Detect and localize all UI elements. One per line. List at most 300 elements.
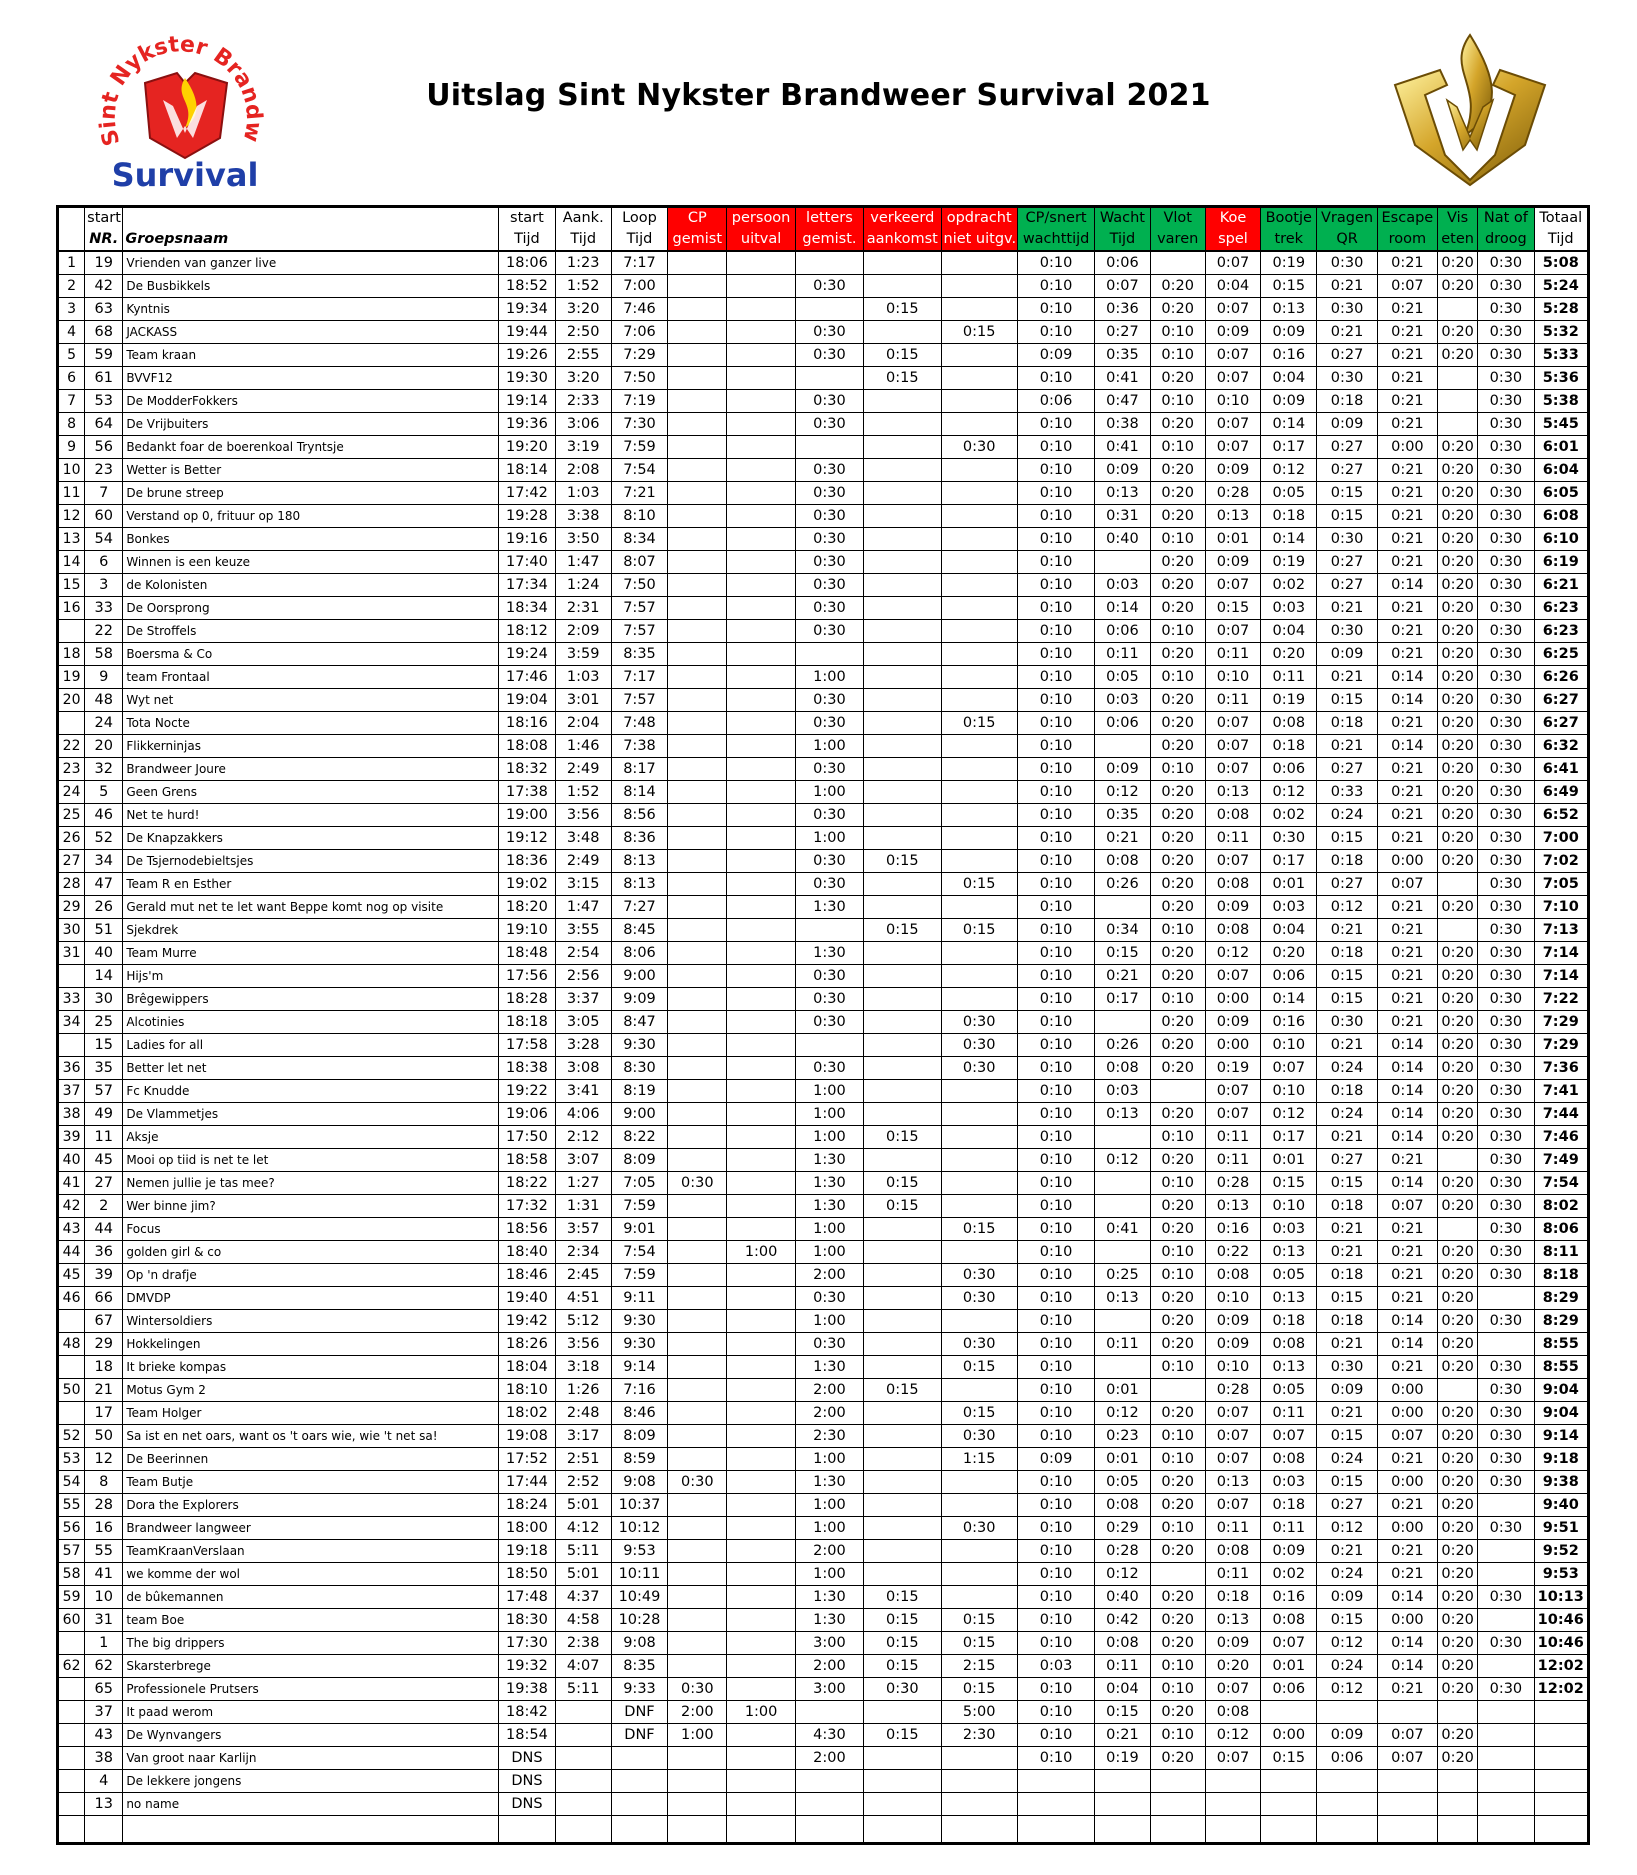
- cp-snert-cell: 0:10: [1017, 1678, 1094, 1701]
- person-out-cell: 1:00: [727, 1241, 795, 1264]
- boat-pull-cell: 0:08: [1261, 1609, 1317, 1632]
- person-out-cell: [727, 1402, 795, 1425]
- table-row: [58, 528, 1589, 551]
- wait-time-cell: 0:13: [1095, 482, 1150, 505]
- wrong-arrival-cell: [864, 1701, 941, 1724]
- start-nr-cell: 22: [85, 620, 123, 643]
- start-time-cell: 18:30: [499, 1609, 555, 1632]
- boat-pull-cell: 0:03: [1261, 1218, 1317, 1241]
- fish-eating-header-bottom: eten: [1438, 229, 1478, 251]
- start-nr-cell: 36: [85, 1241, 123, 1264]
- wait-time-cell: 0:15: [1095, 942, 1150, 965]
- start-nr-cell: 66: [85, 1287, 123, 1310]
- total-time-cell: 7:29: [1534, 1034, 1588, 1057]
- escape-room-cell: [1377, 1701, 1437, 1724]
- wet-or-dry-cell: 0:30: [1478, 850, 1534, 873]
- total-time-cell: 5:45: [1534, 413, 1588, 436]
- group-name-cell: Bedankt foar de boerenkoal Tryntsje: [123, 436, 499, 459]
- table-row: [58, 942, 1589, 965]
- wrong-arrival-cell: [864, 689, 941, 712]
- letters-missed-cell: 1:30: [795, 1586, 863, 1609]
- fish-eating-cell: 0:20: [1438, 735, 1478, 758]
- total-time-cell: 8:06: [1534, 1218, 1588, 1241]
- rank-cell: [58, 1678, 85, 1701]
- raft-cell: 0:10: [1150, 1126, 1205, 1149]
- group-name-cell: Team Holger: [123, 1402, 499, 1425]
- rank-cell: [58, 620, 85, 643]
- group-name-cell: Tota Nocte: [123, 712, 499, 735]
- start-nr-cell: [85, 1816, 123, 1844]
- letters-missed-cell: 0:30: [795, 528, 863, 551]
- person-out-cell: [727, 1655, 795, 1678]
- wrong-arrival-cell: [864, 1816, 941, 1844]
- escape-room-cell: 0:21: [1377, 298, 1437, 321]
- wet-or-dry-cell: [1478, 1724, 1534, 1747]
- cp-missed-cell: [668, 1011, 727, 1034]
- qr-questions-cell: 0:21: [1317, 666, 1377, 689]
- total-time-cell: 6:21: [1534, 574, 1588, 597]
- wrong-arrival-cell: [864, 1793, 941, 1816]
- group-name-cell: It brieke kompas: [123, 1356, 499, 1379]
- run-time-cell: 7:17: [611, 251, 667, 275]
- cow-game-cell: 0:11: [1205, 1563, 1260, 1586]
- cp-snert-cell: 0:10: [1017, 1724, 1094, 1747]
- boat-pull-cell: 0:18: [1261, 505, 1317, 528]
- fish-eating-cell: 0:20: [1438, 666, 1478, 689]
- arrival-time-cell: 3:07: [555, 1149, 611, 1172]
- cp-snert-cell: 0:06: [1017, 390, 1094, 413]
- qr-questions-cell: 0:30: [1317, 1011, 1377, 1034]
- raft-cell: [1150, 1770, 1205, 1793]
- task-not-done-cell: [941, 1770, 1017, 1793]
- escape-room-cell: 0:21: [1377, 321, 1437, 344]
- boat-pull-cell: 0:11: [1261, 1517, 1317, 1540]
- arrival-time-cell: 2:09: [555, 620, 611, 643]
- rank-cell: [58, 1356, 85, 1379]
- letters-missed-cell: 1:00: [795, 781, 863, 804]
- raft-cell: 0:10: [1150, 1448, 1205, 1471]
- wrong-arrival-cell: [864, 413, 941, 436]
- wait-time-cell: 0:05: [1095, 1471, 1150, 1494]
- fish-eating-cell: 0:20: [1438, 643, 1478, 666]
- total-time-cell: 5:33: [1534, 344, 1588, 367]
- qr-questions-cell: 0:21: [1317, 1126, 1377, 1149]
- wrong-arrival-cell: [864, 1471, 941, 1494]
- wet-or-dry-cell: [1478, 1609, 1534, 1632]
- qr-questions-cell: [1317, 1816, 1377, 1844]
- total-time-cell: 7:46: [1534, 1126, 1588, 1149]
- qr-questions-cell: 0:15: [1317, 827, 1377, 850]
- qr-questions-cell: 0:09: [1317, 1586, 1377, 1609]
- qr-questions-cell: 0:18: [1317, 1195, 1377, 1218]
- wet-or-dry-cell: 0:30: [1478, 689, 1534, 712]
- group-name-cell: Bonkes: [123, 528, 499, 551]
- person-out-cell: [727, 620, 795, 643]
- escape-room-cell: 0:07: [1377, 873, 1437, 896]
- cp-snert-cell: 0:10: [1017, 1287, 1094, 1310]
- qr-questions-cell: 0:24: [1317, 1448, 1377, 1471]
- wet-or-dry-cell: 0:30: [1478, 482, 1534, 505]
- wait-time-header-top: Wacht: [1095, 207, 1150, 230]
- cp-snert-cell: 0:10: [1017, 1379, 1094, 1402]
- wait-time-cell: 0:40: [1095, 1586, 1150, 1609]
- rank-cell: 2: [58, 275, 85, 298]
- table-row: [58, 666, 1589, 689]
- start-nr-cell: 18: [85, 1356, 123, 1379]
- start-time-cell: 18:32: [499, 758, 555, 781]
- cp-snert-cell: 0:10: [1017, 597, 1094, 620]
- group-name-cell: De Vlammetjes: [123, 1103, 499, 1126]
- run-time-cell: 7:54: [611, 1241, 667, 1264]
- run-time-cell: 7:21: [611, 482, 667, 505]
- letters-missed-cell: 1:00: [795, 1241, 863, 1264]
- cp-snert-cell: 0:10: [1017, 1586, 1094, 1609]
- task-not-done-cell: [941, 735, 1017, 758]
- boat-pull-cell: 0:03: [1261, 1471, 1317, 1494]
- cow-game-cell: 0:08: [1205, 919, 1260, 942]
- cp-missed-cell: [668, 551, 727, 574]
- total-time-cell: 6:32: [1534, 735, 1588, 758]
- rank-cell: 62: [58, 1655, 85, 1678]
- qr-questions-cell: 0:21: [1317, 1241, 1377, 1264]
- start-nr-cell: 52: [85, 827, 123, 850]
- start-time-cell: 18:58: [499, 1149, 555, 1172]
- table-row: [58, 1149, 1589, 1172]
- start-time-cell: [499, 1816, 555, 1844]
- wet-or-dry-cell: 0:30: [1478, 390, 1534, 413]
- arrival-time-cell: [555, 1816, 611, 1844]
- table-row: [58, 1080, 1589, 1103]
- table-row: [58, 597, 1589, 620]
- fish-eating-cell: 0:20: [1438, 321, 1478, 344]
- total-time-cell: 7:41: [1534, 1080, 1588, 1103]
- fish-eating-cell: 0:20: [1438, 528, 1478, 551]
- rank-cell: 33: [58, 988, 85, 1011]
- total-time-cell: 7:05: [1534, 873, 1588, 896]
- cp-snert-cell: 0:10: [1017, 1080, 1094, 1103]
- table-row: [58, 1632, 1589, 1655]
- qr-questions-cell: 0:12: [1317, 1678, 1377, 1701]
- cp-snert-cell: 0:10: [1017, 413, 1094, 436]
- escape-room-cell: 0:21: [1377, 1494, 1437, 1517]
- arrival-time-cell: [555, 1770, 611, 1793]
- letters-missed-cell: 0:30: [795, 574, 863, 597]
- raft-cell: 0:20: [1150, 1011, 1205, 1034]
- task-not-done-cell: [941, 896, 1017, 919]
- rank-cell: 34: [58, 1011, 85, 1034]
- qr-questions-cell: 0:09: [1317, 643, 1377, 666]
- arrival-time-cell: 5:12: [555, 1310, 611, 1333]
- boat-pull-header-bottom: trek: [1261, 229, 1317, 251]
- cp-snert-cell: 0:10: [1017, 1218, 1094, 1241]
- total-time-cell: 7:22: [1534, 988, 1588, 1011]
- person-out-cell: [727, 1563, 795, 1586]
- letters-missed-cell: 0:30: [795, 321, 863, 344]
- table-row: [58, 988, 1589, 1011]
- wrong-arrival-cell: [864, 942, 941, 965]
- group-name-cell: De Busbikkels: [123, 275, 499, 298]
- qr-questions-cell: [1317, 1793, 1377, 1816]
- start-time-cell: 18:52: [499, 275, 555, 298]
- cow-game-cell: 0:13: [1205, 1609, 1260, 1632]
- run-header-top: Loop: [611, 207, 667, 230]
- letters-missed-cell: 0:30: [795, 551, 863, 574]
- rank-header-top: [58, 207, 85, 230]
- raft-cell: [1150, 1379, 1205, 1402]
- arrival-time-cell: 2:38: [555, 1632, 611, 1655]
- qr-questions-cell: 0:12: [1317, 1517, 1377, 1540]
- wet-or-dry-cell: 0:30: [1478, 735, 1534, 758]
- start-nr-cell: 10: [85, 1586, 123, 1609]
- boat-pull-cell: 0:07: [1261, 1632, 1317, 1655]
- wet-or-dry-cell: [1478, 1747, 1534, 1770]
- total-time-cell: 6:26: [1534, 666, 1588, 689]
- cp-snert-cell: 0:10: [1017, 1356, 1094, 1379]
- qr-questions-cell: 0:30: [1317, 620, 1377, 643]
- escape-room-cell: 0:07: [1377, 1425, 1437, 1448]
- qr-questions-cell: [1317, 1770, 1377, 1793]
- start-nr-cell: 17: [85, 1402, 123, 1425]
- run-time-cell: 7:00: [611, 275, 667, 298]
- wrong-arrival-cell: [864, 1563, 941, 1586]
- cp-missed-cell: [668, 1195, 727, 1218]
- start-time-cell: 19:38: [499, 1678, 555, 1701]
- qr-questions-cell: 0:21: [1317, 321, 1377, 344]
- wet-or-dry-cell: 0:30: [1478, 1471, 1534, 1494]
- run-time-cell: 7:05: [611, 1172, 667, 1195]
- cow-game-cell: [1205, 1770, 1260, 1793]
- boat-pull-cell: [1261, 1701, 1317, 1724]
- qr-questions-cell: 0:27: [1317, 459, 1377, 482]
- arrival-time-cell: 5:01: [555, 1563, 611, 1586]
- letters-missed-cell: 1:00: [795, 1448, 863, 1471]
- run-time-cell: 9:53: [611, 1540, 667, 1563]
- rank-header-bottom: [58, 229, 85, 251]
- person-out-cell: [727, 1264, 795, 1287]
- wet-or-dry-header-bottom: droog: [1478, 229, 1534, 251]
- wrong-arrival-cell: [864, 574, 941, 597]
- letters-missed-cell: 0:30: [795, 873, 863, 896]
- wait-time-cell: 0:13: [1095, 1287, 1150, 1310]
- qr-questions-cell: 0:15: [1317, 988, 1377, 1011]
- wait-time-cell: [1095, 1126, 1150, 1149]
- start-nr-cell: 50: [85, 1425, 123, 1448]
- cp-snert-cell: 0:10: [1017, 919, 1094, 942]
- boat-pull-cell: 0:10: [1261, 1080, 1317, 1103]
- group-header-bottom: Groepsnaam: [123, 229, 499, 251]
- survival-logo-icon: [85, 28, 285, 198]
- start-nr-cell: 5: [85, 781, 123, 804]
- cp-missed-cell: [668, 436, 727, 459]
- wrong-arrival-cell: [864, 459, 941, 482]
- wrong-arrival-cell: [864, 1103, 941, 1126]
- arrival-time-cell: 3:01: [555, 689, 611, 712]
- start-time-cell: 18:12: [499, 620, 555, 643]
- rank-cell: 16: [58, 597, 85, 620]
- wait-time-cell: [1095, 1172, 1150, 1195]
- letters-missed-cell: 1:30: [795, 942, 863, 965]
- fish-eating-cell: 0:20: [1438, 1310, 1478, 1333]
- arrival-time-cell: 1:23: [555, 251, 611, 275]
- boat-pull-cell: 0:02: [1261, 804, 1317, 827]
- letters-missed-cell: 0:30: [795, 505, 863, 528]
- group-name-cell: team Boe: [123, 1609, 499, 1632]
- wait-time-cell: 0:09: [1095, 758, 1150, 781]
- escape-room-cell: 0:21: [1377, 413, 1437, 436]
- cow-game-cell: 0:07: [1205, 574, 1260, 597]
- start-nr-cell: 55: [85, 1540, 123, 1563]
- escape-room-cell: 0:14: [1377, 666, 1437, 689]
- run-time-cell: 8:46: [611, 1402, 667, 1425]
- total-time-cell: 12:02: [1534, 1655, 1588, 1678]
- rank-cell: 36: [58, 1057, 85, 1080]
- arrival-time-cell: 5:11: [555, 1678, 611, 1701]
- cow-game-cell: 0:09: [1205, 551, 1260, 574]
- wait-time-cell: 0:08: [1095, 1057, 1150, 1080]
- wrong-arrival-cell: [864, 1333, 941, 1356]
- run-time-cell: 7:57: [611, 597, 667, 620]
- wrong-arrival-cell: 0:15: [864, 1172, 941, 1195]
- table-row: [58, 919, 1589, 942]
- raft-cell: 0:20: [1150, 459, 1205, 482]
- boat-pull-cell: 0:20: [1261, 942, 1317, 965]
- rank-cell: 12: [58, 505, 85, 528]
- fish-eating-cell: [1438, 1816, 1478, 1844]
- wet-or-dry-cell: 0:30: [1478, 1241, 1534, 1264]
- fish-eating-cell: 0:20: [1438, 781, 1478, 804]
- total-time-cell: 8:02: [1534, 1195, 1588, 1218]
- fish-eating-cell: 0:20: [1438, 551, 1478, 574]
- person-out-cell: [727, 804, 795, 827]
- start-time-cell: 18:24: [499, 1494, 555, 1517]
- qr-questions-cell: 0:24: [1317, 804, 1377, 827]
- wrong-arrival-cell: [864, 1310, 941, 1333]
- rank-cell: 25: [58, 804, 85, 827]
- rank-cell: 45: [58, 1264, 85, 1287]
- wet-or-dry-cell: 0:30: [1478, 1149, 1534, 1172]
- fish-eating-cell: 0:20: [1438, 1448, 1478, 1471]
- cow-game-cell: 0:15: [1205, 597, 1260, 620]
- wrong-arrival-cell: [864, 1517, 941, 1540]
- start-time-cell: 17:44: [499, 1471, 555, 1494]
- start-time-cell: 19:30: [499, 367, 555, 390]
- start-time-cell: 18:46: [499, 1264, 555, 1287]
- cp-missed-cell: [668, 1816, 727, 1844]
- letters-missed-cell: 2:00: [795, 1402, 863, 1425]
- letters-missed-cell: 0:30: [795, 758, 863, 781]
- letters-missed-cell: 1:00: [795, 1218, 863, 1241]
- letters-missed-cell: 2:00: [795, 1379, 863, 1402]
- wrong-arrival-cell: [864, 804, 941, 827]
- total-time-cell: [1534, 1770, 1588, 1793]
- wait-time-cell: 0:35: [1095, 804, 1150, 827]
- boat-pull-cell: 0:04: [1261, 620, 1317, 643]
- qr-questions-cell: 0:21: [1317, 1218, 1377, 1241]
- task-not-done-cell: 0:15: [941, 1678, 1017, 1701]
- wait-time-cell: 0:01: [1095, 1379, 1150, 1402]
- fish-eating-cell: [1438, 873, 1478, 896]
- start-time-cell: 18:18: [499, 1011, 555, 1034]
- cp-missed-cell: [668, 942, 727, 965]
- arrival-time-cell: 2:52: [555, 1471, 611, 1494]
- qr-questions-cell: 0:15: [1317, 689, 1377, 712]
- wet-or-dry-cell: 0:30: [1478, 1057, 1534, 1080]
- total-time-cell: 7:14: [1534, 965, 1588, 988]
- boat-pull-cell: 0:07: [1261, 1057, 1317, 1080]
- person-out-cell: [727, 413, 795, 436]
- rank-cell: [58, 1402, 85, 1425]
- letters-missed-cell: 0:30: [795, 850, 863, 873]
- fish-eating-cell: 0:20: [1438, 482, 1478, 505]
- start-time-cell: 19:20: [499, 436, 555, 459]
- task-not-done-cell: 0:15: [941, 873, 1017, 896]
- start-nr-cell: 4: [85, 1770, 123, 1793]
- start-nr-header-bottom: NR.: [85, 229, 123, 251]
- start-nr-cell: 65: [85, 1678, 123, 1701]
- table-row: [58, 275, 1589, 298]
- letters-missed-header-top: letters: [795, 207, 863, 230]
- task-not-done-cell: 0:30: [941, 1517, 1017, 1540]
- total-time-cell: 7:44: [1534, 1103, 1588, 1126]
- wait-time-cell: 0:11: [1095, 1333, 1150, 1356]
- cp-snert-cell: 0:10: [1017, 689, 1094, 712]
- task-not-done-cell: [941, 505, 1017, 528]
- escape-room-cell: 0:21: [1377, 942, 1437, 965]
- person-out-cell: [727, 321, 795, 344]
- task-not-done-cell: 2:30: [941, 1724, 1017, 1747]
- cp-snert-cell: 0:10: [1017, 643, 1094, 666]
- table-row: [58, 482, 1589, 505]
- wrong-arrival-cell: [864, 1770, 941, 1793]
- person-out-cell: [727, 1471, 795, 1494]
- raft-cell: 0:10: [1150, 758, 1205, 781]
- wrong-arrival-cell: [864, 1218, 941, 1241]
- raft-cell: 0:20: [1150, 804, 1205, 827]
- qr-questions-cell: 0:09: [1317, 1379, 1377, 1402]
- table-row: [58, 1448, 1589, 1471]
- wait-time-cell: 0:41: [1095, 1218, 1150, 1241]
- wrong-arrival-cell: [864, 1540, 941, 1563]
- task-not-done-cell: [941, 942, 1017, 965]
- wrong-arrival-cell: [864, 505, 941, 528]
- rank-cell: [58, 1816, 85, 1844]
- run-time-cell: 9:11: [611, 1287, 667, 1310]
- wait-time-cell: 0:14: [1095, 597, 1150, 620]
- fish-eating-cell: 0:20: [1438, 1747, 1478, 1770]
- cp-missed-cell: [668, 781, 727, 804]
- cp-snert-cell: 0:10: [1017, 574, 1094, 597]
- rank-cell: 31: [58, 942, 85, 965]
- task-not-done-cell: [941, 1586, 1017, 1609]
- wet-or-dry-cell: [1478, 1770, 1534, 1793]
- group-name-cell: Team Butje: [123, 1471, 499, 1494]
- raft-cell: 0:20: [1150, 781, 1205, 804]
- cow-game-cell: 0:07: [1205, 413, 1260, 436]
- table-row: [58, 1701, 1589, 1724]
- cow-game-cell: 0:11: [1205, 1517, 1260, 1540]
- cow-game-cell: [1205, 1816, 1260, 1844]
- cp-missed-cell: [668, 1655, 727, 1678]
- total-time-cell: 6:25: [1534, 643, 1588, 666]
- total-time-cell: 9:51: [1534, 1517, 1588, 1540]
- escape-room-cell: [1377, 1793, 1437, 1816]
- fish-eating-cell: 0:20: [1438, 505, 1478, 528]
- boat-pull-cell: 0:08: [1261, 1448, 1317, 1471]
- rank-cell: 57: [58, 1540, 85, 1563]
- qr-questions-cell: 0:24: [1317, 1655, 1377, 1678]
- wait-time-cell: 0:04: [1095, 1678, 1150, 1701]
- wrong-arrival-cell: [864, 1448, 941, 1471]
